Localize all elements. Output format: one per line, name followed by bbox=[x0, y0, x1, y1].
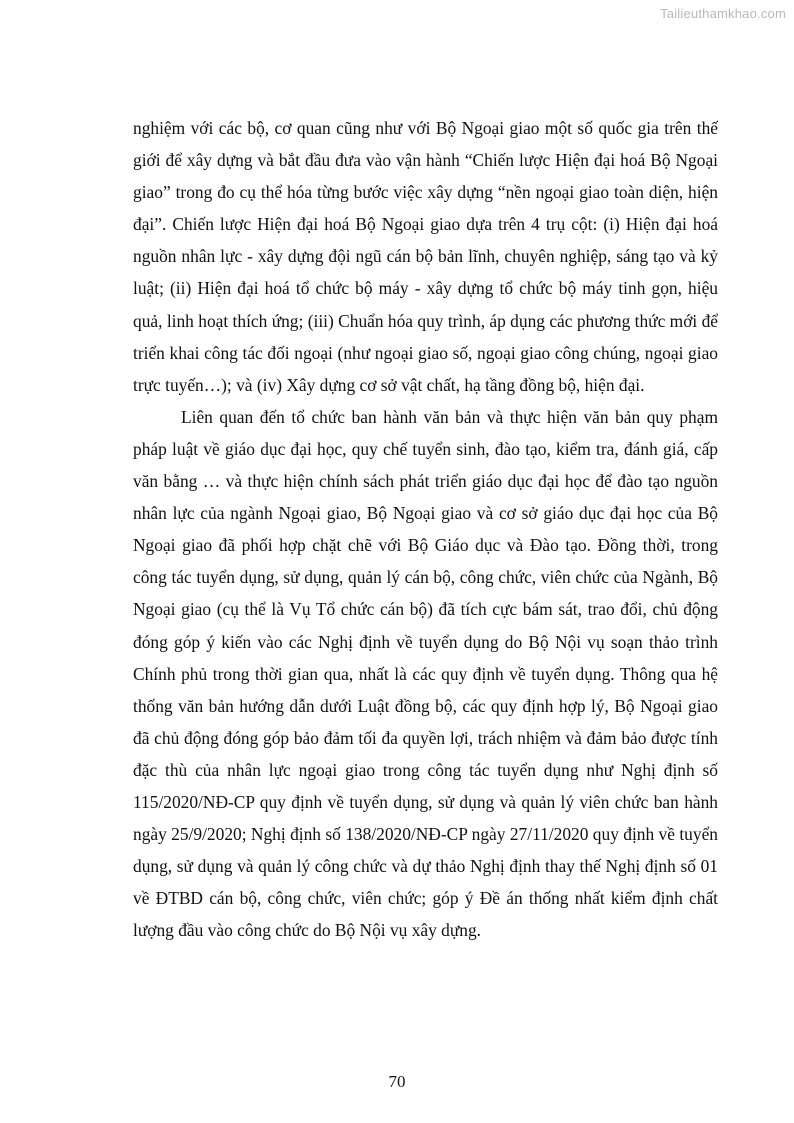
paragraph-continuation: nghiệm với các bộ, cơ quan cũng như với Bộ Ngoại giao một số quốc gia trên thế giới để xây dựng và bắt đầu đưa vào vận hành “Chiến lược Hiện đại hoá Bộ Ngoại giao” trong đo cụ thể hóa từng bước việc xây dựng “nền ngoại giao toàn diện, hiện đại”. Chiến lược Hiện đại hoá Bộ Ngoại giao dựa trên 4 trụ cột: (i) Hiện đại hoá nguồn nhân lực - xây dựng đội ngũ cán bộ bản lĩnh, chuyên nghiệp, sáng tạo và kỷ luật; (ii) Hiện đại hoá tổ chức bộ máy - xây dựng tổ chức bộ máy tinh gọn, hiệu quả, linh hoạt thích ứng; (iii) Chuẩn hóa quy trình, áp dụng các phương thức mới để triển khai công tác đối ngoại (như ngoại giao số, ngoại giao công chúng, ngoại giao trực tuyến…); và (iv) Xây dựng cơ sở vật chất, hạ tầng đồng bộ, hiện đại. bbox=[133, 118, 718, 395]
document-body bbox=[133, 112, 718, 946]
paragraph-legal-documents: Liên quan đến tổ chức ban hành văn bản và thực hiện văn bản quy phạm pháp luật về giáo dục đại học, quy chế tuyển sinh, đào tạo, kiểm tra, đánh giá, cấp văn bằng … và thực hiện chính sách phát triển giáo dục đại học để đào tạo nguồn nhân lực của ngành Ngoại giao, Bộ Ngoại giao và cơ sở giáo dục đại học của Bộ Ngoại giao đã phối hợp chặt chẽ với Bộ Giáo dục và Đào tạo. Đồng thời, trong công tác tuyển dụng, sử dụng, quản lý cán bộ, công chức, viên chức của Ngành, Bộ Ngoại giao (cụ thể là Vụ Tổ chức cán bộ) đã tích cực bám sát, trao đổi, chủ động đóng góp ý kiến vào các Nghị định về tuyển dụng do Bộ Nội vụ soạn thảo trình Chính phủ trong thời gian qua, nhất là các quy định về tuyển dụng. Thông qua hệ thống văn bản hướng dẫn dưới Luật đồng bộ, các quy định hợp lý, Bộ Ngoại giao đã chủ động đóng góp bảo đảm tối đa quyền lợi, trách nhiệm và đảm bảo được tính đặc thù của nhân lực ngoại giao trong công tác tuyển dụng như Nghị định số 115/2020/NĐ-CP quy định về tuyển dụng, sử dụng và quản lý viên chức ban hành ngày 25/9/2020; Nghị định số 138/2020/NĐ-CP ngày 27/11/2020 quy định về tuyển dụng, sử dụng và quản lý công chức và dự thảo Nghị định thay thế Nghị định số 01 về ĐTBD cán bộ, công chức, viên chức; góp ý Đề án thống nhất kiểm định chất lượng đầu vào công chức do Bộ Nội vụ xây dựng. bbox=[133, 406, 718, 941]
page-number: 70 bbox=[388, 1072, 406, 1091]
watermark-text: Tailieuthamkhao.com bbox=[660, 6, 786, 21]
